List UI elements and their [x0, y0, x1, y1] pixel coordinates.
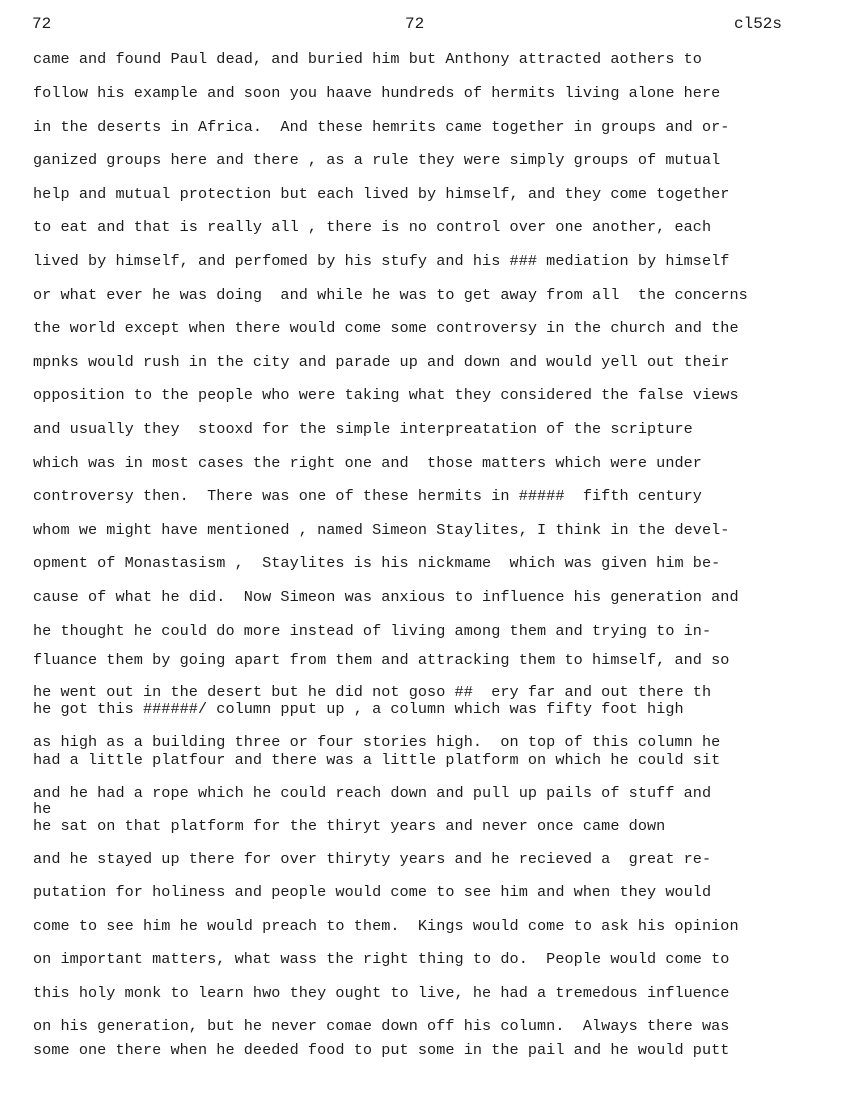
text-line: come to see him he would preach to them. Kings would come to ask his opinion [33, 917, 739, 935]
text-line: had a little platfour and there was a little platform on which he could sit [33, 751, 721, 769]
text-line: which was in most cases the right one and those matters which were under [33, 454, 702, 472]
text-line: fluance them by going apart from them and attracking them to himself, and so [33, 651, 730, 669]
text-line: putation for holiness and people would come to see him and when they would [33, 883, 712, 901]
text-line: he thought he could do more instead of living among them and trying to in- [33, 622, 712, 640]
text-line: follow his example and soon you haave hundreds of hermits living alone here [33, 84, 721, 102]
document-code: cl52s [734, 15, 783, 33]
text-line: controversy then. There was one of these hermits in ##### fifth century [33, 487, 702, 505]
text-line: as high as a building three or four stories high. on top of this column he [33, 733, 721, 751]
text-line: lived by himself, and perfomed by his stufy and his ### mediation by himself [33, 252, 730, 270]
text-line: or what ever he was doing and while he was to get away from all the concerns [33, 286, 748, 304]
text-line: he [33, 800, 52, 818]
text-line: help and mutual protection but each lived by himself, and they come together [33, 185, 730, 203]
text-line: and he stayed up there for over thiryty years and he recieved a great re- [33, 850, 712, 868]
text-line: he got this ######/ column pput up , a column which was fifty foot high [33, 700, 684, 718]
text-line: on important matters, what wass the right thing to do. People would come to [33, 950, 730, 968]
text-line: and usually they stooxd for the simple interpreatation of the scripture [33, 420, 693, 438]
text-line: opposition to the people who were taking what they considered the false views [33, 386, 739, 404]
left-page-number: 72 [32, 15, 52, 33]
text-line: he went out in the desert but he did not goso ## ery far and out there th [33, 683, 712, 701]
text-line: ganized groups here and there , as a rule they were simply groups of mutual [33, 151, 721, 169]
text-line: this holy monk to learn hwo they ought to live, he had a tremedous influence [33, 984, 730, 1002]
text-line: in the deserts in Africa. And these hemrits came together in groups and or- [33, 118, 730, 136]
text-line: he sat on that platform for the thiryt years and never once came down [33, 817, 666, 835]
center-page-number: 72 [405, 15, 425, 33]
text-line: some one there when he deeded food to put some in the pail and he would putt [33, 1041, 730, 1059]
text-line: whom we might have mentioned , named Simeon Staylites, I think in the devel- [33, 521, 730, 539]
text-line: on his generation, but he never comae down off his column. Always there was [33, 1017, 730, 1035]
text-line: the world except when there would come some controversy in the church and the [33, 319, 739, 337]
text-line: mpnks would rush in the city and parade up and down and would yell out their [33, 353, 730, 371]
text-line: to eat and that is really all , there is no control over one another, each [33, 218, 712, 236]
text-line: opment of Monastasism , Staylites is his nickmame which was given him be- [33, 554, 721, 572]
text-line: cause of what he did. Now Simeon was anxious to influence his generation and [33, 588, 739, 606]
text-line: came and found Paul dead, and buried him but Anthony attracted aothers to [33, 50, 702, 68]
text-line: and he had a rope which he could reach down and pull up pails of stuff and [33, 784, 712, 802]
